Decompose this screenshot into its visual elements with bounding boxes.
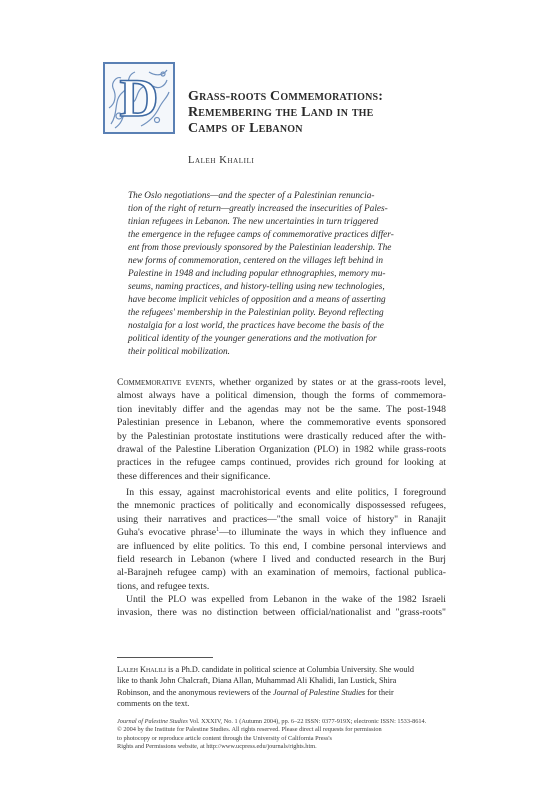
title-line: Camps of Lebanon: [188, 121, 303, 136]
line-text: whether organized by states or at the grass-roots level,: [215, 377, 446, 388]
paragraph-line: using their narratives and practices—"the small voice of history" in Ranajit: [117, 513, 446, 525]
journal-info: [117, 718, 447, 752]
body-paragraph-1: [117, 376, 446, 483]
author-footnote: [117, 664, 447, 709]
paragraph-line: tions, and refugee texts.: [117, 580, 210, 592]
paragraph-line: practices in the refugee camps continued, provides rich ground for looking at: [117, 457, 446, 469]
line-text: —to illuminate the ways in which they influence and: [219, 527, 446, 539]
paragraph-line: by the Palestinian protostate institutions were drastically reduced after the with-: [117, 430, 446, 442]
journal-line: to photocopy or reproduce article content through the University of California Press's: [117, 734, 332, 742]
abstract-line: new forms of commemoration, centered on the villages left behind in: [128, 256, 384, 266]
lead-small-caps: Commemorative events,: [117, 377, 216, 388]
abstract-line: ent from those previously sponsored by the Palestinian leadership. The: [128, 243, 392, 253]
paragraph-line: [117, 376, 446, 389]
line-text: Guha's evocative phrase: [117, 527, 217, 539]
paragraph-line: are influenced by elite politics. To this end, I combine personal interviews and: [117, 540, 446, 552]
abstract-line: Palestine in 1948 and including popular ethnographies, memory mu-: [128, 269, 386, 279]
journal-line: © 2004 by the Institute for Palestine Studies. All rights reserved. Please direct all requests for permission: [117, 726, 382, 734]
abstract-line: the emergence in the refugee camps of commemorative practices differ-: [128, 230, 394, 240]
journal-name: Journal of Palestine Studies: [273, 687, 366, 697]
journal-line: Rights and Permissions website, at http://www.ucpress.edu/journals/rights.htm.: [117, 743, 317, 751]
body-paragraph-2: [117, 486, 446, 593]
paragraph-line: these differences and their significance.: [117, 470, 271, 482]
footnote-reference[interactable]: 1: [216, 526, 220, 533]
line-text: for their: [365, 687, 394, 697]
paragraph-line: tion inevitably differ and the agendas may not be the same. The post-1948: [117, 403, 446, 415]
footnote-author: Laleh Khalili: [117, 665, 166, 674]
paragraph-line: field research in Lebanon (where I lived and conducted research in the Burj: [117, 554, 446, 566]
paragraph-line: Until the PLO was expelled from Lebanon in the wake of the 1982 Israeli: [126, 594, 446, 605]
line-text: is a Ph.D. candidate in political science at Columbia University. She would: [165, 665, 414, 674]
footnote-line: [117, 687, 447, 698]
paragraph-line: al-Barajneh refugee camp) with an examination of memoirs, factional publica-: [117, 567, 446, 579]
abstract: [128, 190, 447, 359]
abstract-line: tion of the right of return—greatly increased the insecurities of Pales-: [128, 204, 388, 214]
paragraph-line: drawal of the Palestine Liberation Organization (PLO) in 1982 while grass-roots: [117, 444, 446, 456]
line-text: Vol. XXXIV, No. 1 (Autumn 2004), pp. 6–22 ISSN: 0377-919X; electronic ISSN: 1533-8614.: [187, 718, 427, 725]
footnote-divider: [117, 657, 213, 658]
footnote-line: like to thank John Chalcraft, Diana Allan, Muhammad Ali Khalidi, Ian Lustick, Shira: [117, 676, 397, 686]
abstract-line: nostalgia for a lost world, the practices have become the basis of the: [128, 321, 384, 331]
author-name: Laleh Khalili: [188, 155, 255, 166]
svg-text:D: D: [119, 68, 159, 128]
paragraph-line: invasion, there was no distinction between official/nationalist and "grass-roots": [117, 607, 446, 619]
decorative-initial-logo: [103, 62, 175, 134]
abstract-line: political identity of the younger generations and the motivation for: [128, 334, 377, 344]
journal-line: [117, 718, 447, 726]
footnote-line: [117, 664, 447, 675]
paragraph-line: almost always have a political dimension, though the forms of commemora-: [117, 390, 446, 402]
abstract-line: have become implicit vehicles of opposition and a means of asserting: [128, 295, 386, 305]
abstract-line: their political mobilization.: [128, 347, 231, 357]
abstract-line: the refugees' membership in the Palestinian polity. Beyond reflecting: [128, 308, 384, 318]
title-line: Grass-roots Commemorations:: [188, 89, 384, 104]
paragraph-line: In this essay, against macrohistorical events and elite politics, I foreground: [126, 487, 446, 498]
abstract-line: tinian refugees in Lebanon. The new uncertainties in turn triggered: [128, 217, 379, 227]
abstract-line: The Oslo negotiations—and the specter of a Palestinian renuncia-: [128, 191, 375, 201]
footnote-line: comments on the text.: [117, 698, 190, 708]
journal-name: Journal of Palestine Studies: [117, 718, 188, 725]
abstract-line: seums, naming practices, and history-telling using new technologies,: [128, 282, 385, 292]
paragraph-line: Palestinian presence in Lebanon, where the commemorative events sponsored: [117, 417, 446, 429]
paragraph-line: the mnemonic practices of politically and economically dispossessed refugees,: [117, 500, 446, 512]
ornamental-d-icon: [105, 64, 173, 132]
title-line: Remembering the Land in the: [188, 105, 374, 120]
article-title: [188, 89, 488, 137]
paragraph-line: [117, 526, 446, 539]
line-text: Robinson, and the anonymous reviewers of the: [117, 687, 273, 697]
body-paragraph-3: [117, 593, 446, 620]
